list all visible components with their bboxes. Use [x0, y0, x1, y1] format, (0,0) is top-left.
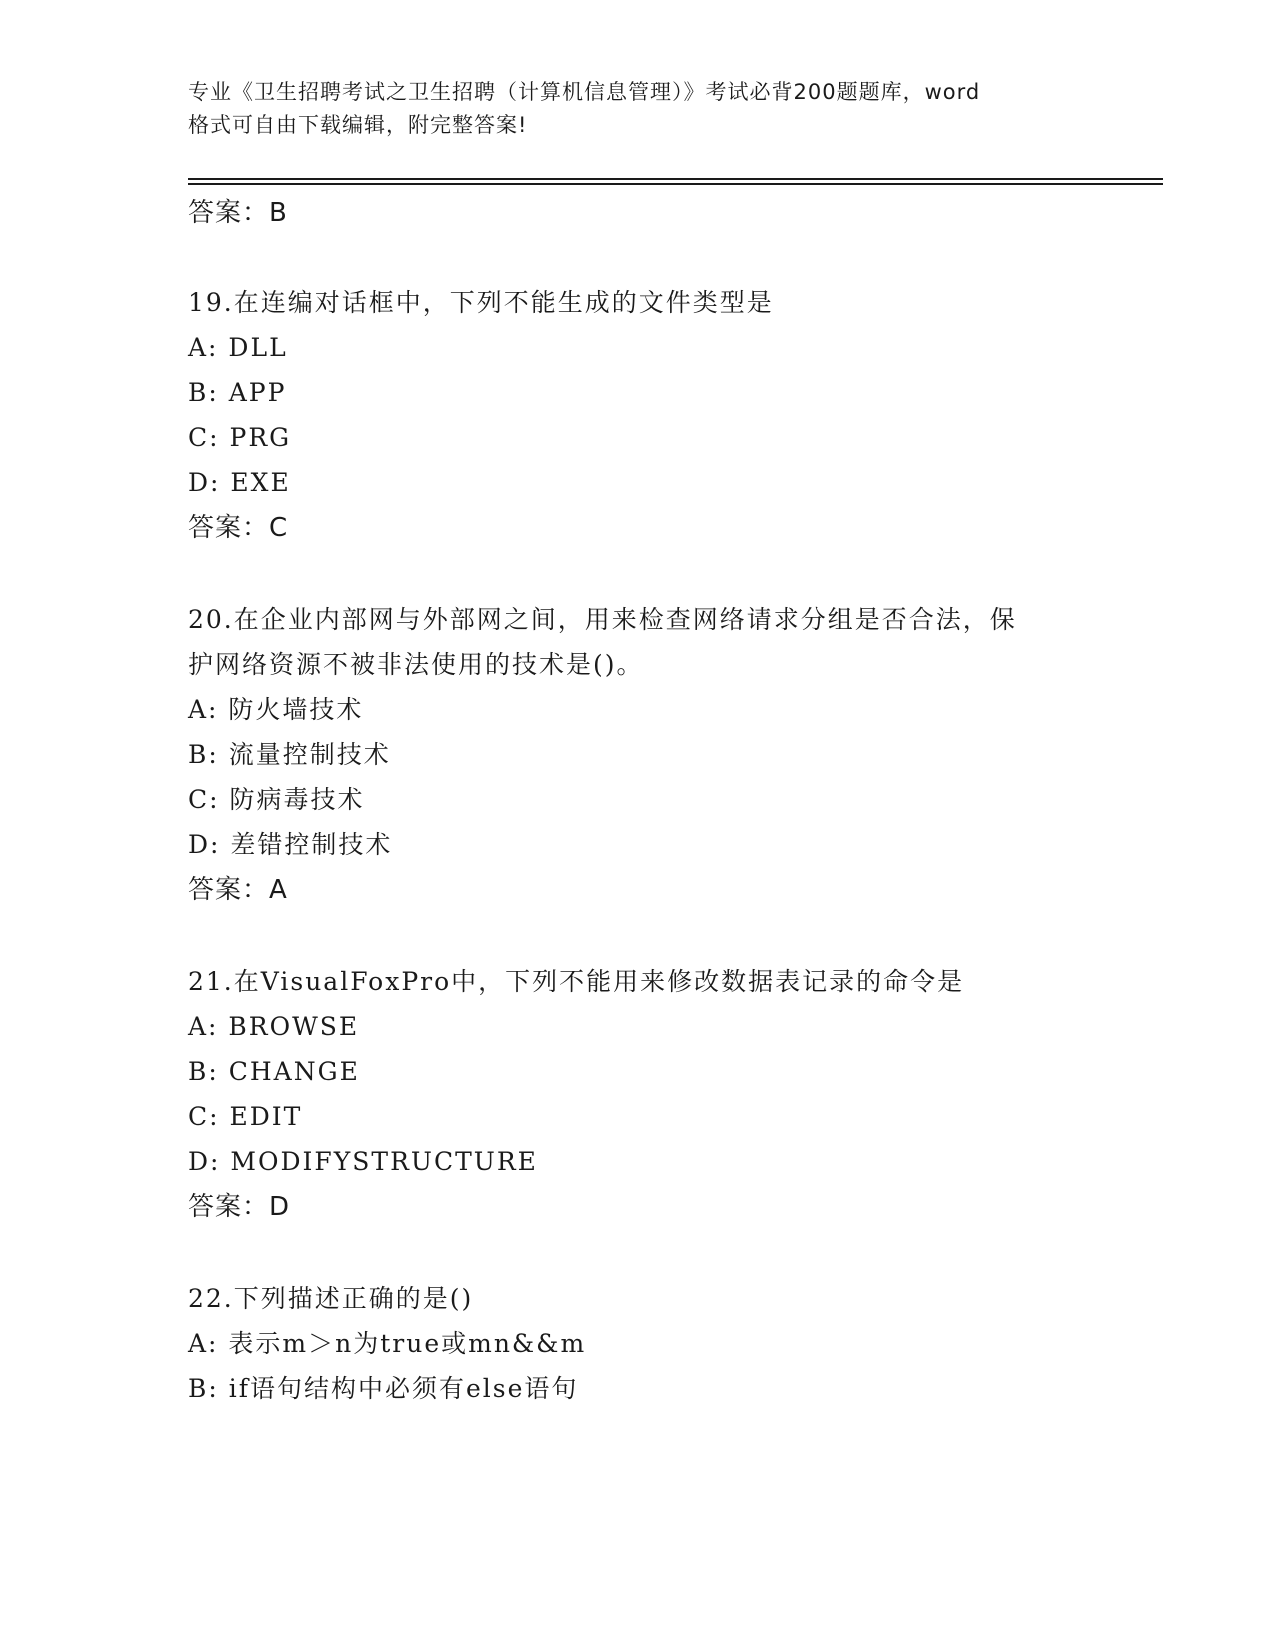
question-21-option-a: A: BROWSE [188, 1012, 360, 1041]
question-21-option-c: C: EDIT [188, 1102, 303, 1131]
divider-line-top [188, 178, 1163, 180]
question-20-option-a: A: 防火墙技术 [188, 695, 364, 724]
question-20-stem-line-1: 20.在企业内部网与外部网之间，用来检查网络请求分组是否合法，保 [188, 605, 1017, 634]
question-19-option-c: C: PRG [188, 423, 292, 452]
divider-line-bottom [188, 183, 1163, 185]
question-20-option-d: D: 差错控制技术 [188, 830, 393, 859]
question-19-stem: 19.在连编对话框中，下列不能生成的文件类型是 [188, 288, 774, 317]
question-22-option-b: B: if语句结构中必须有else语句 [188, 1374, 579, 1403]
question-21-answer: 答案：D [188, 1192, 291, 1222]
header-line-1: 专业《卫生招聘考试之卫生招聘（计算机信息管理）》考试必背200题题库，word [188, 80, 981, 104]
question-20-option-b: B: 流量控制技术 [188, 740, 391, 769]
question-21-option-b: B: CHANGE [188, 1057, 360, 1086]
question-22-stem: 22.下列描述正确的是() [188, 1284, 474, 1313]
question-19-option-a: A: DLL [188, 333, 288, 362]
question-20-option-c: C: 防病毒技术 [188, 785, 365, 814]
question-22-option-a: A: 表示m＞n为true或mn&&m [188, 1329, 587, 1358]
question-20-answer: 答案：A [188, 875, 288, 905]
question-19-answer: 答案：C [188, 513, 289, 543]
question-20-stem-line-2: 护网络资源不被非法使用的技术是()。 [188, 650, 644, 679]
question-21-option-d: D: MODIFYSTRUCTURE [188, 1147, 538, 1176]
question-21-stem: 21.在VisualFoxPro中，下列不能用来修改数据表记录的命令是 [188, 967, 965, 996]
header-divider [188, 178, 1163, 185]
header-line-2: 格式可自由下载编辑，附完整答案! [188, 113, 528, 137]
document-header [188, 76, 1088, 142]
answer-prev: 答案：B [188, 198, 288, 228]
question-19-option-b: B: APP [188, 378, 287, 407]
question-19-option-d: D: EXE [188, 468, 291, 497]
